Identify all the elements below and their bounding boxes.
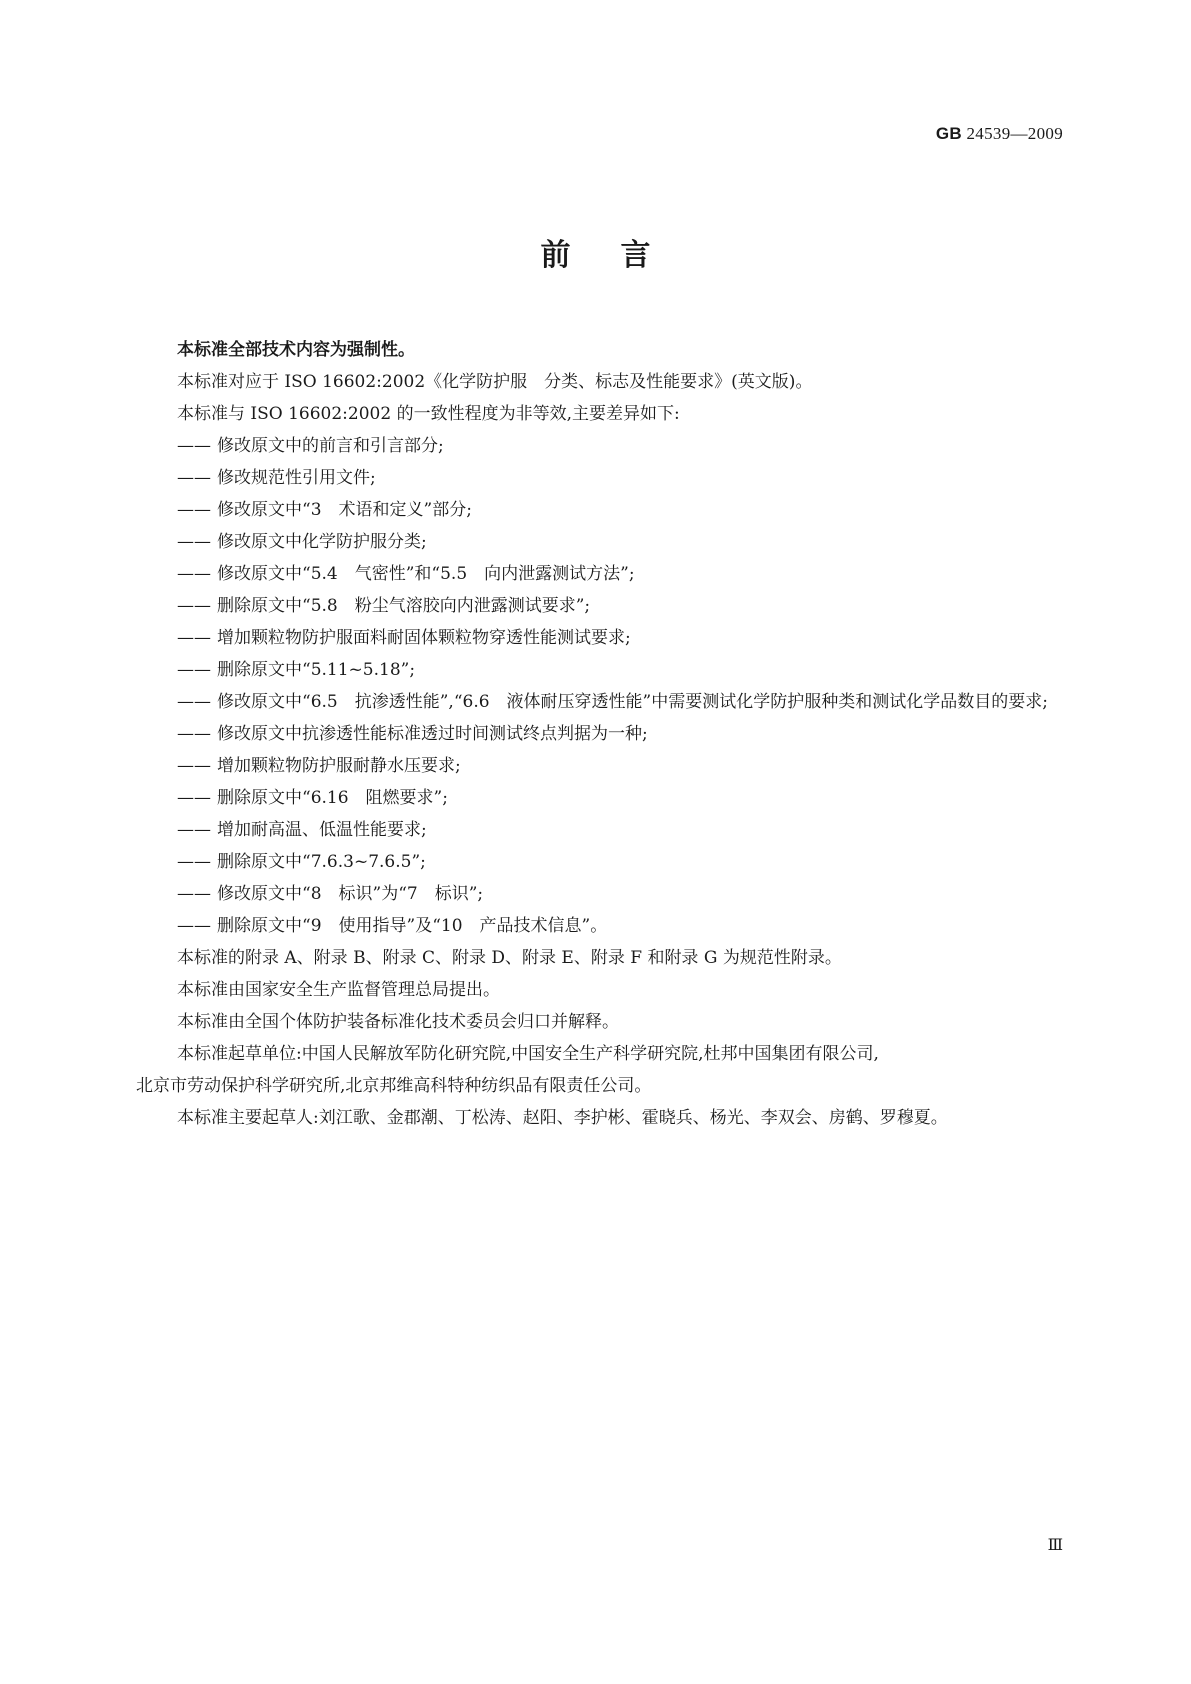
dash-marker: —— [177,500,211,520]
dash-marker: —— [177,660,211,680]
difference-item-text: 修改原文中抗渗透性能标准透过时间测试终点判据为一种; [217,724,648,744]
difference-item [136,654,1097,686]
difference-item-text: 增加颗粒物防护服面料耐固体颗粒物穿透性能测试要求; [217,628,631,648]
dash-marker: —— [177,884,211,904]
annex-statement: 本标准的附录 A、附录 B、附录 C、附录 D、附录 E、附录 F 和附录 G 为规范性附录。 [177,948,842,968]
dash-marker: —— [177,852,211,872]
difference-item-text: 修改原文中化学防护服分类; [217,532,427,552]
dash-marker: —— [177,532,211,552]
dash-marker: —— [177,788,211,808]
drafting-units-line-1: 本标准起草单位:中国人民解放军防化研究院,中国安全生产科学研究院,杜邦中国集团有限公司, [177,1044,879,1064]
difference-item [136,878,1097,910]
dash-marker: —— [177,436,211,456]
proposed-by-statement: 本标准由国家安全生产监督管理总局提出。 [177,980,500,1000]
difference-item-text: 修改规范性引用文件; [217,468,376,488]
dash-marker: —— [177,820,211,840]
difference-item [136,814,1097,846]
difference-item [136,846,1097,878]
difference-item [136,462,1097,494]
consistency-statement: 本标准与 ISO 16602:2002 的一致性程度为非等效,主要差异如下: [177,404,680,424]
difference-item-text: 删除原文中“5.8 粉尘气溶胶向内泄露测试要求”; [217,596,591,616]
difference-item [136,910,1097,942]
difference-item-text: 删除原文中“7.6.3~7.6.5”; [217,852,426,872]
difference-item [136,622,1097,654]
dash-marker: —— [177,596,211,616]
difference-item [136,590,1097,622]
drafters-statement: 本标准主要起草人:刘江歌、金郡潮、丁松涛、赵阳、李护彬、霍晓兵、杨光、李双会、房鹤、罗穆夏。 [177,1108,948,1128]
difference-item-text: 修改原文中“6.5 抗渗透性能”,“6.6 液体耐压穿透性能”中需要测试化学防护服种类和测试化学品数目的要求; [217,692,1048,712]
difference-item-text: 删除原文中“5.11~5.18”; [217,660,416,680]
drafting-units-line-2: 北京市劳动保护科学研究所,北京邦维高科特种纺织品有限责任公司。 [136,1076,652,1096]
page-number: Ⅲ [1047,1537,1063,1554]
standard-code-prefix: GB [935,124,962,143]
difference-item [136,686,1097,718]
difference-item [136,558,1097,590]
difference-item [136,526,1097,558]
difference-item-text: 增加颗粒物防护服耐静水压要求; [217,756,461,776]
dash-marker: —— [177,916,211,936]
dash-marker: —— [177,724,211,744]
standard-code-number: 24539—2009 [966,124,1063,143]
difference-item-text: 修改原文中“8 标识”为“7 标识”; [217,884,484,904]
difference-item [136,430,1097,462]
difference-item-text: 修改原文中的前言和引言部分; [217,436,444,456]
difference-item-text: 增加耐高温、低温性能要求; [217,820,427,840]
dash-marker: —— [177,692,211,712]
dash-marker: —— [177,564,211,584]
difference-item [136,718,1097,750]
difference-item-text: 删除原文中“9 使用指导”及“10 产品技术信息”。 [217,916,608,936]
standard-code [936,124,1063,144]
correspondence-statement: 本标准对应于 ISO 16602:2002《化学防护服 分类、标志及性能要求》(英文版)。 [177,372,813,392]
difference-item [136,782,1097,814]
centralized-statement: 本标准由全国个体防护装备标准化技术委员会归口并解释。 [177,1012,619,1032]
dash-marker: —— [177,628,211,648]
difference-item-text: 删除原文中“6.16 阻燃要求”; [217,788,448,808]
difference-item [136,750,1097,782]
mandatory-statement: 本标准全部技术内容为强制性。 [177,340,415,360]
dash-marker: —— [177,468,211,488]
difference-item [136,494,1097,526]
difference-list [136,430,1056,942]
foreword-body [136,334,1056,1134]
dash-marker: —— [177,756,211,776]
difference-item-text: 修改原文中“3 术语和定义”部分; [217,500,472,520]
difference-item-text: 修改原文中“5.4 气密性”和“5.5 向内泄露测试方法”; [217,564,635,584]
page-title: 前言 [540,238,701,273]
